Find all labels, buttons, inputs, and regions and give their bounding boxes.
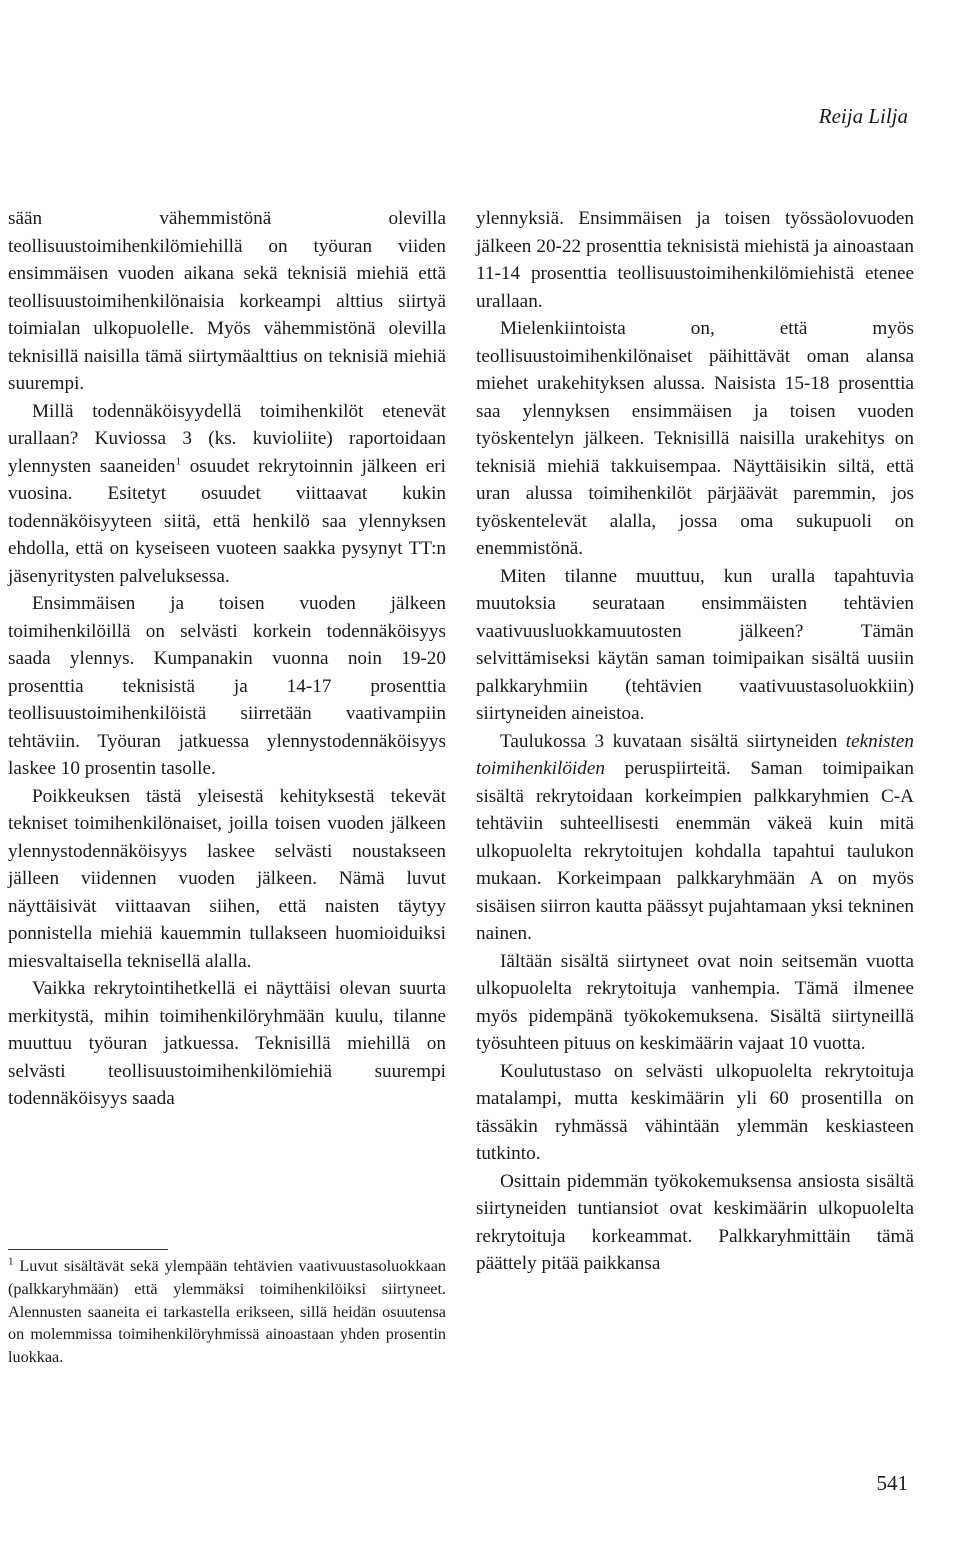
- page-number: 541: [876, 1471, 908, 1495]
- footnote: [8, 1255, 446, 1369]
- paragraph-text: Taulukossa 3 kuvataan sisältä siirtyneiden: [500, 730, 846, 752]
- left-column: [8, 205, 446, 1113]
- paragraph-text: peruspiirteitä. Saman toimipaikan sisältä rekrytoidaan korkeimpien palkkaryhmien C-A tehtäviin suhteellisesti enemmän väkeä kuin mitä ulkopuolelta rekrytoitujen kohdalla tapahtui taulukon mukaan. Korkeimpaan palkkaryhmään A on myös sisäisen siirron kautta päässyt pujahtamaan yksi tekninen nainen.: [476, 758, 915, 944]
- paragraph: Miten tilanne muuttuu, kun uralla tapahtuvia muutoksia seurataan ensimmäisten tehtävien vaativuusluokkamuutosten jälkeen? Tämän selvittämiseksi käytän saman toimipaikan sisältä uusiin palkkaryhmiin (tehtävien vaativuustasoluokkiin) siirtyneiden aineistoa.: [476, 565, 914, 724]
- paragraph-text: Millä todennäköisyydellä toimihenkilöt etenevät urallaan? Kuviossa 3 (ks. kuvioliite) raportoidaan ylennysten saaneiden: [8, 400, 446, 477]
- emphasized-text: teknisten toimihenkilöiden: [476, 730, 914, 779]
- right-column: [476, 205, 914, 1278]
- paragraph: [476, 728, 914, 948]
- paragraph-text: osuudet rekrytoinnin jälkeen eri vuosina. Esitetyt osuudet viittaavat kukin todennäköisyyteen siitä, että henkilö saa ylennyksen ehdolla, että on kyseiseen vuoteen saakka pysynyt TT:n jäsenyritysten palveluksessa.: [8, 455, 446, 587]
- paragraph: Ensimmäisen ja toisen vuoden jälkeen toimihenkilöillä on selvästi korkein todennäköisyys saada ylennys. Kumpanakin vuonna noin 19-20 prosenttia teknisistä ja 14-17 prosenttia teollisuustoimihenkilöistä siirretään vaativampiin tehtäviin. Työuran jatkuessa ylennystodennäköisyys laskee 10 prosentin tasolle.: [8, 593, 446, 779]
- paragraph: Iältään sisältä siirtyneet ovat noin seitsemän vuotta ulkopuolelta rekrytoituja vanhempia. Tämä ilmenee myös pidempänä työkokemuksena. Sisältä siirtyneillä työsuhteen pituus on keskimäärin vajaat 10 vuotta.: [476, 950, 914, 1054]
- paragraph: Koulutustaso on selvästi ulkopuolelta rekrytoituja matalampi, mutta keskimäärin yli 60 prosentilla on tässäkin ryhmässä vähintään ylemmän keskiasteen tutkinto.: [476, 1060, 914, 1164]
- paragraph: Vaikka rekrytointihetkellä ei näyttäisi olevan suurta merkitystä, mihin toimihenkilöryhmään kuulu, tilanne muuttuu työuran jatkuessa. Teknisillä miehillä on selvästi teollisuustoimihenkilömiehiä suurempi todennäköisyys saada: [8, 978, 446, 1109]
- running-header-author: Reija Lilja: [818, 104, 908, 128]
- paragraph: Osittain pidemmän työkokemuksensa ansiosta sisältä siirtyneiden tuntiansiot ovat keskimäärin ulkopuolelta rekrytoituja korkeammat. Palkkaryhmittäin tämä päättely pitää paikkansa: [476, 1170, 914, 1274]
- paragraph: ylennyksiä. Ensimmäisen ja toisen työssäolovuoden jälkeen 20-22 prosenttia teknisistä miehistä ja ainoastaan 11-14 prosenttia teollisuustoimihenkilömiehistä etenee urallaan.: [476, 208, 914, 312]
- footnote-reference: 1: [175, 455, 181, 468]
- paragraph: sään vähemmistönä olevilla teollisuustoimihenkilömiehillä on työuran viiden ensimmäisen vuoden aikana sekä teknisiä miehiä että teollisuustoimihenkilönaisia korkeampi alttius siirtyä toimialan ulkopuolelle. Myös vähemmistönä olevilla teknisillä naisilla tämä siirtymäalttius on teknisiä miehiä suurempi.: [8, 208, 446, 394]
- footnote-marker: 1: [8, 1255, 14, 1268]
- footnote-divider: [8, 1249, 168, 1250]
- footnote-text: Luvut sisältävät sekä ylempään tehtävien vaativuustasoluokkaan (palkkaryhmään) että ylemmäksi toimihenkilöiksi siirtyneet. Alennusten saaneita ei tarkastella erikseen, sillä heidän osuutensa on molemmissa toimihenkilöryhmissä ainoastaan yhden prosentin luokkaa.: [8, 1257, 446, 1367]
- paragraph: [8, 398, 446, 591]
- paragraph: Mielenkiintoista on, että myös teollisuustoimihenkilönaiset päihittävät oman alansa miehet urakehityksen alussa. Naisista 15-18 prosenttia saa ylennyksen ensimmäisen ja toisen vuoden työskentelyn jälkeen. Teknisillä naisilla urakehitys on teknisiä miehiä takkuisempaa. Näyttäisikin siltä, että uran alussa toimihenkilöt pärjäävät paremmin, jos työskentelevät alalla, jossa oma sukupuoli on enemmistönä.: [476, 318, 914, 559]
- paragraph: Poikkeuksen tästä yleisestä kehityksestä tekevät tekniset toimihenkilönaiset, joilla toisen vuoden jälkeen ylennystodennäköisyys laskee selvästi noustakseen jälleen viidennen vuoden jälkeen. Nämä luvut näyttäisivät viittaavan siihen, että naisten täytyy ponnistella miehiä kauemmin tullakseen huomioiduiksi miesvaltaisella teknisellä alalla.: [8, 785, 446, 972]
